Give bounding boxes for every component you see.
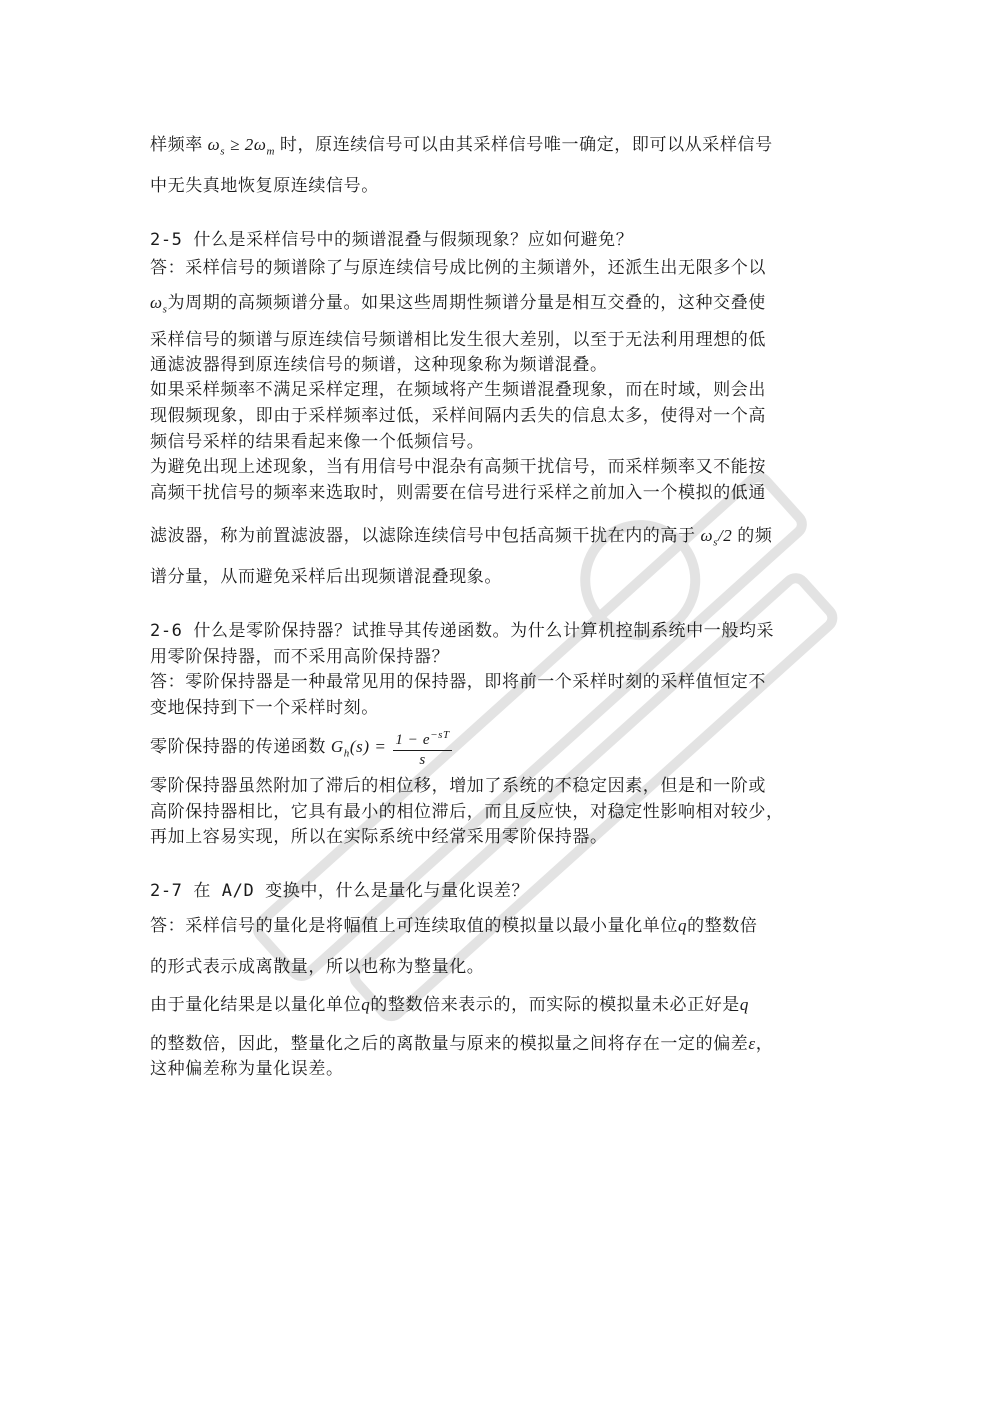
q25-para3-line-1: 为避免出现上述现象，当有用信号中混杂有高频干扰信号，而采样频率又不能按 xyxy=(150,457,766,477)
q25-answer-line-3: 采样信号的频谱与原连续信号频谱相比发生很大差别，以至于无法利用理想的低 xyxy=(150,330,766,350)
q26-answer-line-1: 答：零阶保持器是一种最常见用的保持器，即将前一个采样时刻的采样值恒定不 xyxy=(150,672,766,692)
question-2-5-title: 2-5 什么是采样信号中的频谱混叠与假频现象？应如何避免？ xyxy=(150,230,634,250)
q27-para2-line-1: 由于量化结果是以量化单位q的整数倍来表示的，而实际的模拟量未必正好是q xyxy=(150,995,750,1015)
question-2-6-title-2: 用零阶保持器，而不采用高阶保持器？ xyxy=(150,647,450,667)
q26-para2-line-2: 高阶保持器相比，它具有最小的相位滞后，而且反应快，对稳定性影响相对较少， xyxy=(150,802,784,822)
q25-para2-line-1: 如果采样频率不满足采样定理，在频域将产生频谱混叠现象，而在时域，则会出 xyxy=(150,380,766,400)
q25-answer-line-4: 通滤波器得到原连续信号的频谱，这种现象称为频谱混叠。 xyxy=(150,355,608,375)
q27-para2-line-3: 这种偏差称为量化误差。 xyxy=(150,1059,344,1079)
continuation-line-2: 中无失真地恢复原连续信号。 xyxy=(150,176,379,196)
continuation-line-1: 样频率 $\omega_s \ge 2\omega_m$ 时，原连续信号可以由其采样信号唯一确定，即可以从采样信号 xyxy=(150,135,773,158)
sampling-condition-formula: $\omega_s \ge 2\omega_m$ xyxy=(202,135,276,158)
transfer-function-fraction: $\frac{1 - e^{-sT}}{s}$ xyxy=(393,726,451,769)
q25-para3-line-3: 滤波器，称为前置滤波器，以滤除连续信号中包括高频干扰在内的高于 $\omega_s/2$ 的频 xyxy=(150,526,773,549)
q27-answer-line-1: 答：采样信号的量化是将幅值上可连续取值的模拟量以最小量化单位q的整数倍 xyxy=(150,916,758,936)
q25-para3-line-4: 谱分量，从而避免采样后出现频谱混叠现象。 xyxy=(150,567,502,587)
question-2-6-title-1: 2-6 什么是零阶保持器？试推导其传递函数。为什么计算机控制系统中一般均采 xyxy=(150,621,775,641)
q25-answer-line-2: $\omega_s$为周期的高频频谱分量。如果这些周期性频谱分量是相互交叠的，这种交叠使 xyxy=(150,293,766,316)
transfer-function-lhs: $G_h(s)$ = xyxy=(326,737,392,760)
q26-para2-line-3: 再加上容易实现，所以在实际系统中经常采用零阶保持器。 xyxy=(150,827,608,847)
question-2-7-title: 2-7 在 A/D 变换中，什么是量化与量化误差？ xyxy=(150,881,530,901)
q26-para2-line-1: 零阶保持器虽然附加了滞后的相位移，增加了系统的不稳定因素，但是和一阶或 xyxy=(150,776,766,796)
transfer-function-line: 零阶保持器的传递函数 $G_h(s)$ = $\frac{1 - e^{-sT}}{s}$ xyxy=(150,726,850,773)
q27-answer-line-2: 的形式表示成离散量，所以也称为整量化。 xyxy=(150,957,485,977)
q25-para2-line-2: 现假频现象，即由于采样频率过低，采样间隔内丢失的信息太多，使得对一个高 xyxy=(150,406,766,426)
q25-para3-line-2: 高频干扰信号的频率来选取时，则需要在信号进行采样之前加入一个模拟的低通 xyxy=(150,483,766,503)
q26-answer-line-2: 变地保持到下一个采样时刻。 xyxy=(150,698,379,718)
q25-para2-line-3: 频信号采样的结果看起来像一个低频信号。 xyxy=(150,432,485,452)
q25-answer-line-1: 答：采样信号的频谱除了与原连续信号成比例的主频谱外，还派生出无限多个以 xyxy=(150,258,766,278)
q27-para2-line-2: 的整数倍，因此，整量化之后的离散量与原来的模拟量之间将存在一定的偏差ε， xyxy=(150,1034,774,1054)
